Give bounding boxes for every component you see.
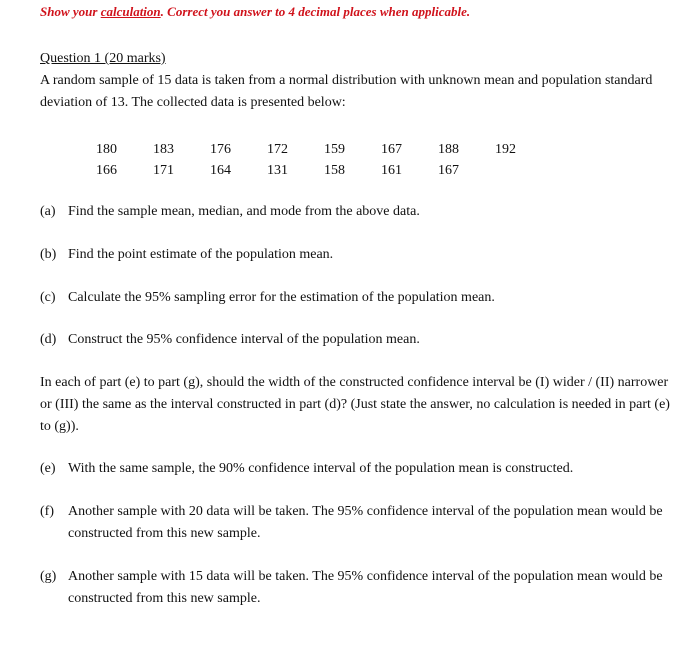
part-a xyxy=(40,201,670,223)
data-cell: 159 xyxy=(324,141,345,157)
part-label: (e) xyxy=(40,461,56,476)
data-cell: 158 xyxy=(324,162,345,178)
data-cell xyxy=(495,160,552,181)
part-label: (d) xyxy=(40,332,57,347)
data-cell: 171 xyxy=(153,162,174,178)
data-row xyxy=(96,160,552,181)
instruction-banner xyxy=(40,4,470,20)
data-table xyxy=(96,139,552,181)
data-cell: 188 xyxy=(438,141,459,157)
part-f xyxy=(40,501,670,545)
part-label: (g) xyxy=(40,569,57,584)
data-cell: 180 xyxy=(96,141,117,157)
data-row xyxy=(96,139,552,160)
part-label: (b) xyxy=(40,247,57,262)
part-text: Find the sample mean, median, and mode from the above data. xyxy=(68,204,420,219)
part-text: Calculate the 95% sampling error for the estimation of the population mean. xyxy=(68,290,495,305)
data-cell: 167 xyxy=(381,141,402,157)
part-g xyxy=(40,566,670,610)
part-b xyxy=(40,244,670,266)
instruction-text-start: Show your xyxy=(40,4,101,19)
data-cell: 192 xyxy=(495,141,516,157)
data-cell: 172 xyxy=(267,141,288,157)
question-title: Question 1 (20 marks) xyxy=(40,51,166,66)
comparison-instructions: In each of part (e) to part (g), should the width of the constructed confidence interval be (I) wider / (II) narrower or (III) the same as the interval constructed in part (d)? (Just state the answer, no calculation is needed in part (e) to (g)). xyxy=(40,375,670,434)
part-label: (a) xyxy=(40,204,56,219)
instruction-underlined-word: calculation xyxy=(100,4,161,19)
part-text: Construct the 95% confidence interval of the population mean. xyxy=(68,332,420,347)
question-intro: A random sample of 15 data is taken from a normal distribution with unknown mean and population standard deviation of 13. The collected data is presented below: xyxy=(40,73,653,110)
instruction-text-end: . Correct you answer to 4 decimal places when applicable. xyxy=(160,4,471,19)
part-c xyxy=(40,287,670,309)
part-text: Another sample with 20 data will be taken. The 95% confidence interval of the population mean would be constructed from this new sample. xyxy=(68,504,663,541)
data-cell: 131 xyxy=(267,162,288,178)
data-cell: 166 xyxy=(96,162,117,178)
data-cell: 167 xyxy=(438,162,459,178)
part-e xyxy=(40,458,670,480)
part-d xyxy=(40,329,670,351)
part-label: (c) xyxy=(40,290,56,305)
part-text: Another sample with 15 data will be taken. The 95% confidence interval of the population mean would be constructed from this new sample. xyxy=(68,569,663,606)
part-text: With the same sample, the 90% confidence interval of the population mean is constructed. xyxy=(68,461,574,476)
data-cell: 183 xyxy=(153,141,174,157)
data-cell: 161 xyxy=(381,162,402,178)
part-text: Find the point estimate of the population mean. xyxy=(68,247,334,262)
data-cell: 176 xyxy=(210,141,231,157)
data-cell: 164 xyxy=(210,162,231,178)
part-label: (f) xyxy=(40,504,54,519)
